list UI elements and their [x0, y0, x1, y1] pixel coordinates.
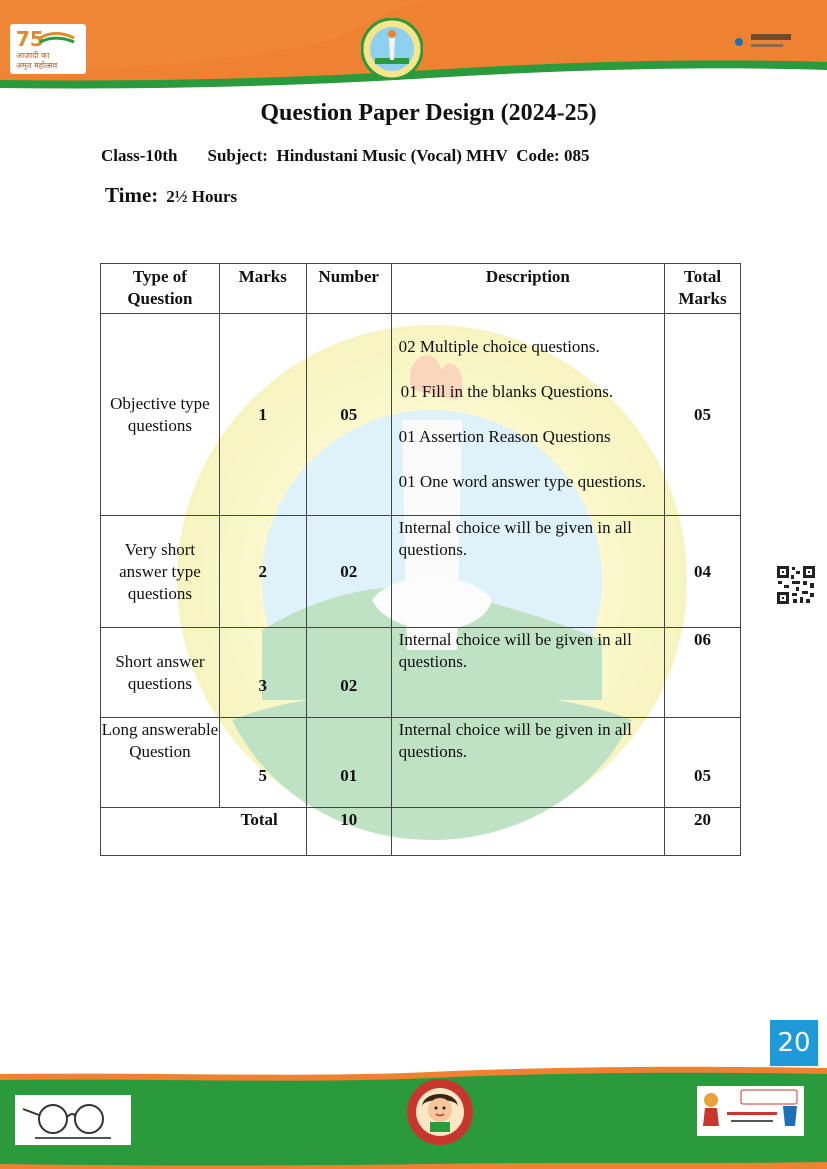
code-label: Code:	[516, 146, 560, 165]
header-description: Description	[391, 264, 664, 314]
cell-description: Internal choice will be given in all questions.	[391, 718, 664, 808]
cell-description: Internal choice will be given in all questions.	[391, 516, 664, 628]
qr-code-icon	[776, 565, 816, 605]
cell-number: 05	[306, 314, 391, 516]
cell-marks: 3	[219, 628, 306, 718]
header-number: Number	[306, 264, 391, 314]
cell-type: Very short answer type questions	[101, 516, 220, 628]
cell-number: 02	[306, 516, 391, 628]
description-line: 01 One word answer type questions.	[398, 472, 647, 491]
board-emblem	[361, 18, 423, 80]
svg-text:75: 75	[16, 27, 44, 51]
header-marks: Marks	[219, 264, 306, 314]
cell-type: Objective type questions	[101, 314, 220, 516]
description-line: 02 Multiple choice questions.	[398, 337, 600, 356]
cell-marks: 2	[219, 516, 306, 628]
cell-total: 05	[665, 718, 741, 808]
svg-text:आज़ादी का: आज़ादी का	[16, 51, 50, 60]
azadi-ka-amrit-mahotsav-logo	[10, 24, 86, 74]
cell-type: Short answer questions	[101, 628, 220, 718]
cell-description: Internal choice will be given in all questions.	[391, 628, 664, 718]
swachh-bharat-logo	[15, 1095, 131, 1145]
total-marks: 20	[665, 808, 741, 856]
cell-number: 01	[306, 718, 391, 808]
total-description	[391, 808, 664, 856]
total-number: 10	[306, 808, 391, 856]
description-line: 01 Fill in the blanks Questions.	[400, 382, 614, 401]
paper-info-line	[101, 146, 589, 166]
cell-marks: 1	[219, 314, 306, 516]
header-type: Type of Question	[101, 264, 220, 314]
table-row	[101, 516, 741, 628]
cell-description	[391, 314, 664, 516]
class-label: Class-10th	[101, 146, 178, 165]
cell-number: 02	[306, 628, 391, 718]
table-header-row	[101, 264, 741, 314]
cell-total: 05	[665, 314, 741, 516]
table-row	[101, 314, 741, 516]
table-row	[101, 718, 741, 808]
page-title: Question Paper Design (2024-25)	[260, 100, 597, 126]
subject-label: Subject:	[207, 146, 268, 165]
shiksha-ka-adhikar-logo	[697, 1086, 804, 1136]
beti-bachao-beti-padhao-logo	[406, 1078, 474, 1146]
header-total: Total Marks	[665, 264, 741, 314]
cell-total: 04	[665, 516, 741, 628]
digital-india-logo	[727, 24, 797, 60]
cell-type: Long answerable Question	[101, 718, 220, 808]
time-line	[105, 183, 237, 208]
table-total-row	[101, 808, 741, 856]
time-label: Time:	[105, 183, 159, 207]
cell-total: 06	[665, 628, 741, 718]
total-label: Total	[101, 808, 307, 856]
svg-text:अमृत महोत्सव: अमृत महोत्सव	[16, 61, 58, 70]
code-value: 085	[563, 146, 590, 165]
question-design-table	[100, 263, 741, 856]
page-number: 20	[770, 1020, 818, 1066]
subject-value: Hindustani Music (Vocal) MHV	[276, 146, 508, 165]
table-row	[101, 628, 741, 718]
description-line: 01 Assertion Reason Questions	[398, 427, 611, 446]
cell-marks: 5	[219, 718, 306, 808]
time-value: 2½ Hours	[166, 187, 238, 206]
